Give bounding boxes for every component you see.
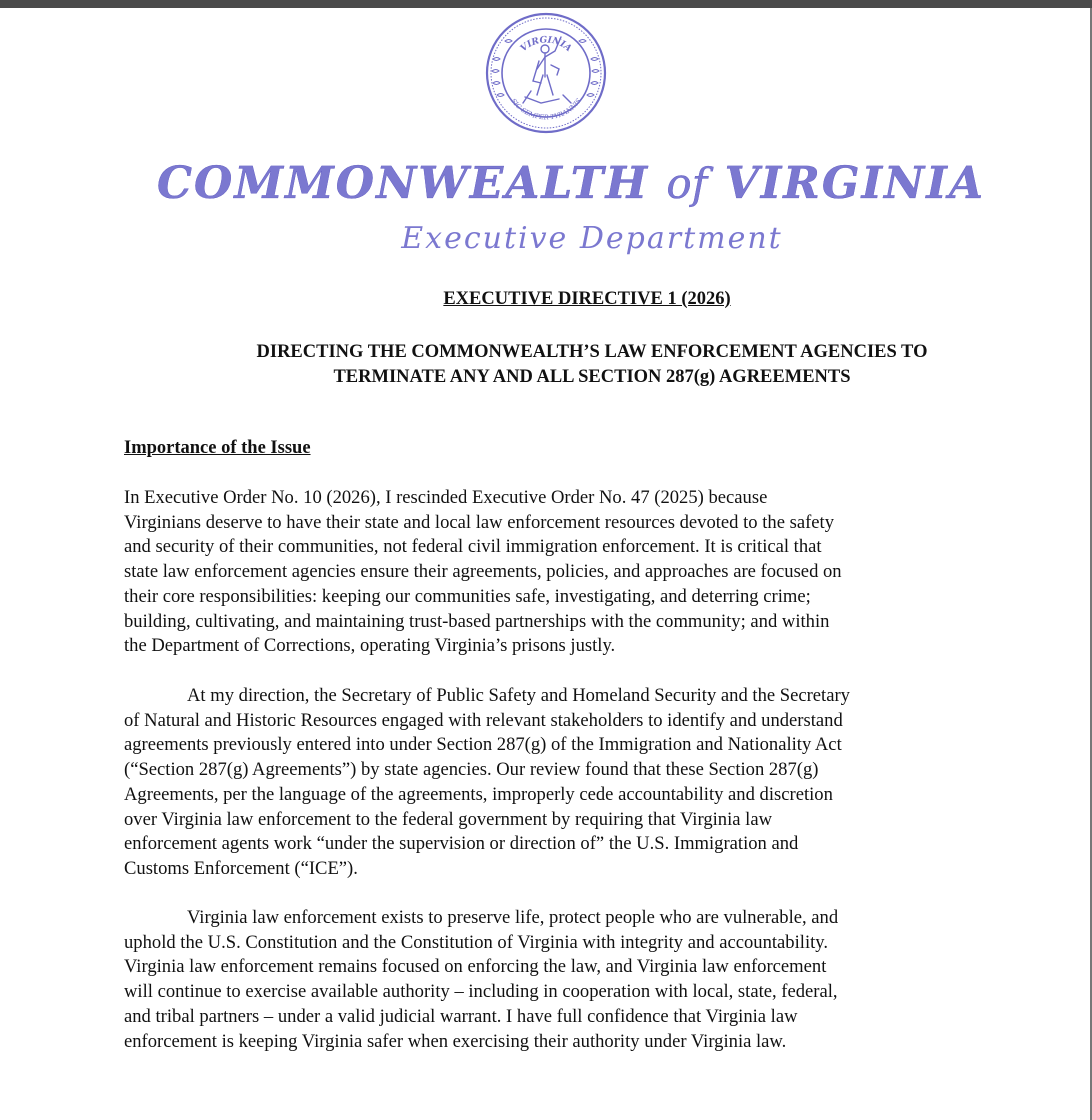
paragraph-line: will continue to exercise available authority – including in cooperation with local, state, federal, (124, 981, 838, 1003)
paragraph-line: At my direction, the Secretary of Public Safety and Homeland Security and the Secretary (187, 685, 850, 706)
paragraph-line: building, cultivating, and maintaining trust-based partnerships with the community; and within (124, 610, 830, 632)
paragraph (124, 906, 984, 1054)
subject-line: DIRECTING THE COMMONWEALTH’S LAW ENFORCEMENT AGENCIES TO (256, 342, 928, 362)
paragraph-line: and security of their communities, not federal civil immigration enforcement. It is critical that (124, 536, 822, 558)
paragraph (124, 684, 984, 882)
virginia-seal-icon (485, 11, 607, 135)
paragraph-line: (“Section 287(g) Agreements”) by state agencies. Our review found that these Section 287(g) (124, 759, 819, 781)
paragraph-line: agreements previously entered into under Section 287(g) of the Immigration and Nationality Act (124, 734, 842, 756)
paragraph-line: Virginians deserve to have their state and local law enforcement resources devoted to the safety (124, 511, 834, 533)
paragraph-line: Customs Enforcement (“ICE”). (124, 857, 358, 879)
section-heading: Importance of the Issue (124, 438, 311, 458)
paragraph-line: over Virginia law enforcement to the federal government by requiring that Virginia law (124, 808, 773, 830)
directive-subject (100, 340, 1084, 390)
paragraph-line: state law enforcement agencies ensure their agreements, policies, and approaches are focused on (124, 561, 842, 583)
directive-title: EXECUTIVE DIRECTIVE 1 (2026) (443, 289, 731, 309)
subject-line: TERMINATE ANY AND ALL SECTION 287(g) AGREEMENTS (333, 367, 851, 387)
paragraph-line: Virginia law enforcement remains focused on enforcing the law, and Virginia law enforcement (124, 956, 827, 978)
svg-text:SIC SEMPER TYRANNIS: SIC SEMPER TYRANNIS (509, 96, 583, 122)
paragraph (124, 486, 984, 659)
paragraph-line: uphold the U.S. Constitution and the Constitution of Virginia with integrity and accountability. (124, 931, 829, 953)
paragraph-line: of Natural and Historic Resources engaged with relevant stakeholders to identify and understand (124, 709, 843, 731)
letterhead (0, 156, 1090, 259)
paragraph-line: In Executive Order No. 10 (2026), I rescinded Executive Order No. 47 (2025) because (124, 487, 768, 508)
paragraph-line: Agreements, per the language of the agreements, improperly cede accountability and discretion (124, 783, 833, 805)
paragraph-line: their core responsibilities: keeping our communities safe, investigating, and deterring crime; (124, 585, 811, 607)
document-page (0, 8, 1090, 1120)
paragraph-line: the Department of Corrections, operating Virginia’s prisons justly. (124, 635, 616, 657)
svg-text:VIRGINIA: VIRGINIA (518, 35, 574, 55)
letterhead-title: COMMONWEALTH of VIRGINIA (157, 158, 985, 209)
viewer-top-bar (0, 0, 1092, 8)
paragraph-line: enforcement agents work “under the supervision or direction of” the U.S. Immigration and (124, 833, 799, 855)
paragraph-line: Virginia law enforcement exists to preserve life, protect people who are vulnerable, and (187, 907, 839, 928)
letterhead-subtitle: Executive Department (401, 221, 783, 256)
paragraph-line: enforcement is keeping Virginia safer when exercising their authority under Virginia law. (124, 1030, 787, 1052)
paragraph-line: and tribal partners – under a valid judicial warrant. I have full confidence that Virginia law (124, 1005, 798, 1027)
